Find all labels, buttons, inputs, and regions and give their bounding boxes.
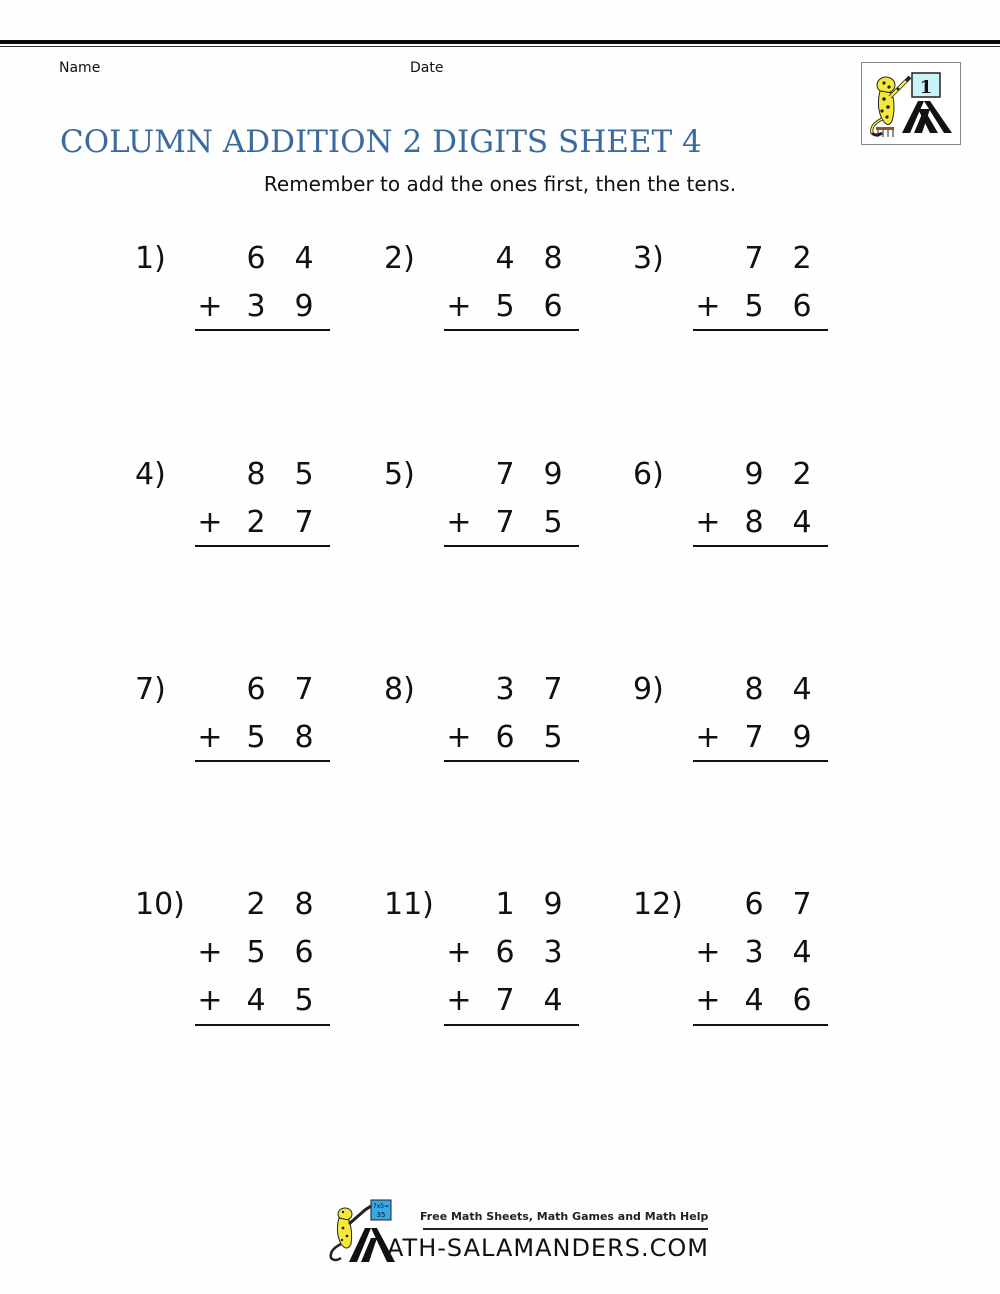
problem-2 (384, 241, 584, 401)
header-rule-thick (0, 40, 1000, 44)
problem-3 (633, 241, 833, 401)
addend-row: + 3 4 (695, 935, 812, 970)
grade-badge: 1 (919, 77, 933, 98)
answer-line[interactable] (693, 1024, 828, 1026)
addend-row: 6 7 (744, 887, 812, 922)
footer-brand-banner (325, 1198, 710, 1270)
addend-row: + 6 3 (446, 935, 563, 970)
addend-row: + 4 6 (695, 983, 812, 1018)
answer-line[interactable] (444, 329, 579, 331)
addend-row: 6 4 (246, 241, 314, 276)
problem-number: 11) (384, 887, 434, 922)
addend-row: 6 7 (246, 672, 314, 707)
problem-4 (135, 457, 335, 617)
problem-number: 12) (633, 887, 683, 922)
svg-text:35: 35 (376, 1211, 386, 1219)
problem-number: 6) (633, 457, 664, 492)
problem-number: 1) (135, 241, 166, 276)
answer-line[interactable] (444, 545, 579, 547)
addend-row: 7 9 (495, 457, 563, 492)
addend-row: 7 2 (744, 241, 812, 276)
addend-row: + 7 9 (695, 720, 812, 755)
problem-number: 2) (384, 241, 415, 276)
answer-line[interactable] (195, 545, 330, 547)
addend-row: 8 4 (744, 672, 812, 707)
addend-row: 1 9 (495, 887, 563, 922)
addend-row: 9 2 (744, 457, 812, 492)
addend-row: + 2 7 (197, 505, 314, 540)
answer-line[interactable] (693, 329, 828, 331)
problem-number: 5) (384, 457, 415, 492)
addend-row: + 7 5 (446, 505, 563, 540)
problem-number: 7) (135, 672, 166, 707)
addend-row: 4 8 (495, 241, 563, 276)
addend-row: + 7 4 (446, 983, 563, 1018)
answer-line[interactable] (195, 1024, 330, 1026)
addend-row: 3 7 (495, 672, 563, 707)
answer-line[interactable] (693, 760, 828, 762)
addend-row: 8 5 (246, 457, 314, 492)
problem-6 (633, 457, 833, 617)
svg-text:7x5=: 7x5= (372, 1203, 390, 1210)
answer-line[interactable] (444, 760, 579, 762)
instruction-text: Remember to add the ones first, then the tens. (263, 172, 737, 196)
addend-row: + 5 8 (197, 720, 314, 755)
page-title: COLUMN ADDITION 2 DIGITS SHEET 4 (60, 124, 702, 160)
problem-5 (384, 457, 584, 617)
answer-line[interactable] (693, 545, 828, 547)
problem-number: 4) (135, 457, 166, 492)
date-label: Date (410, 60, 444, 76)
header-rule-thin (0, 46, 1000, 47)
problem-number: 10) (135, 887, 185, 922)
problem-8 (384, 672, 584, 832)
problem-7 (135, 672, 335, 832)
problem-9 (633, 672, 833, 832)
footer-brand-name[interactable]: ATH-SALAMANDERS.COM (387, 1234, 709, 1262)
answer-line[interactable] (444, 1024, 579, 1026)
addend-row: + 3 9 (197, 289, 314, 324)
problem-11 (384, 887, 584, 1057)
addend-row: + 5 6 (695, 289, 812, 324)
footer-tagline: Free Math Sheets, Math Games and Math Help (420, 1210, 709, 1223)
grade-logo (861, 62, 961, 145)
problem-number: 8) (384, 672, 415, 707)
addend-row: + 4 5 (197, 983, 314, 1018)
addend-row: 2 8 (246, 887, 314, 922)
answer-line[interactable] (195, 760, 330, 762)
addend-row: + 6 5 (446, 720, 563, 755)
addend-row: + 5 6 (446, 289, 563, 324)
answer-line[interactable] (195, 329, 330, 331)
name-label: Name (59, 60, 101, 76)
addend-row: + 8 4 (695, 505, 812, 540)
problem-12 (633, 887, 833, 1057)
addend-row: + 5 6 (197, 935, 314, 970)
problem-number: 3) (633, 241, 664, 276)
footer-divider (423, 1228, 708, 1230)
salamander-easel-logo-icon (862, 63, 960, 144)
problem-10 (135, 887, 335, 1057)
problem-1 (135, 241, 335, 401)
problem-number: 9) (633, 672, 664, 707)
